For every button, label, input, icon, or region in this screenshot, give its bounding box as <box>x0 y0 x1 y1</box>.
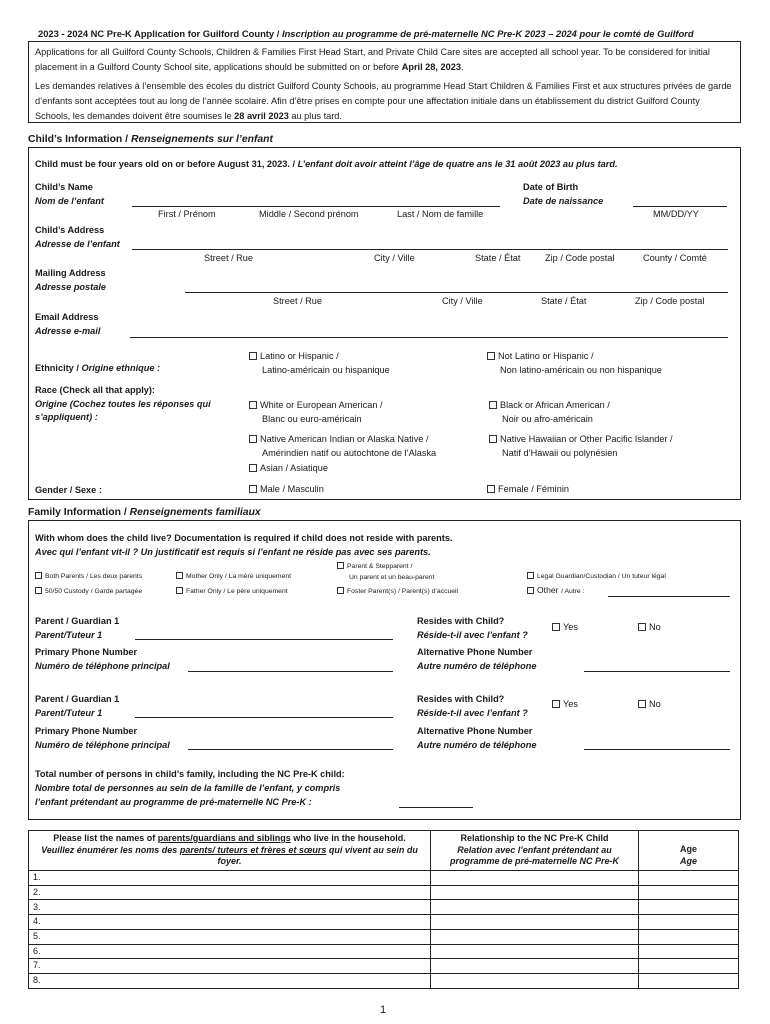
race-asian-option[interactable]: Asian / Asiatique <box>249 463 328 475</box>
table-row <box>29 915 739 930</box>
resides-no-option-2[interactable]: No <box>638 699 661 711</box>
primary-phone-field[interactable] <box>188 671 393 672</box>
intro-text-en: Applications for all Guilford County Schools, Children & Families First Head Start, and Private Child Care sites are accepted all school year. To be considered for initial placement in a Guilford County School site, applications should be submitted on or before April 28, 2023. <box>35 47 710 72</box>
checkbox-icon[interactable] <box>249 401 257 409</box>
checkbox-icon[interactable] <box>552 623 560 631</box>
dob-field[interactable] <box>633 206 727 207</box>
household-members-table <box>28 830 739 989</box>
checkbox-icon[interactable] <box>249 435 257 443</box>
checkbox-icon[interactable] <box>489 435 497 443</box>
relationship-cell[interactable] <box>431 900 639 915</box>
member-name-cell[interactable]: 6. <box>29 944 431 959</box>
gender-female-option[interactable]: Female / Féminin <box>487 484 569 496</box>
relationship-cell[interactable] <box>431 973 639 988</box>
table-row <box>29 944 739 959</box>
table-row <box>29 900 739 915</box>
member-name-cell[interactable]: 8. <box>29 973 431 988</box>
alt-phone-field-2[interactable] <box>584 749 730 750</box>
alt-phone-field[interactable] <box>584 671 730 672</box>
checkbox-icon[interactable] <box>487 352 495 360</box>
table-row <box>29 885 739 900</box>
age-cell[interactable] <box>639 915 739 930</box>
checkbox-icon[interactable] <box>552 700 560 708</box>
zip-caption: Zip / Code postal <box>545 253 615 263</box>
mailing-address-label: Mailing Address Adresse postale <box>35 268 106 292</box>
street-caption: Street / Rue <box>204 253 254 263</box>
guardian-1-name-field[interactable] <box>135 639 393 640</box>
email-field[interactable] <box>130 337 728 338</box>
page-number: 1 <box>380 1004 387 1016</box>
age-cell[interactable] <box>639 959 739 974</box>
age-header: Age Age <box>639 831 739 871</box>
option-mother-only[interactable]: Mother Only / La mère uniquement <box>176 572 291 581</box>
ethnicity-latino-option[interactable]: Latino or Hispanic / Latino-américain ou hispanique <box>249 349 390 377</box>
checkbox-icon[interactable] <box>35 572 42 579</box>
checkbox-icon[interactable] <box>527 587 534 594</box>
alt-phone-label: Alternative Phone Number Autre numéro de téléphone <box>417 647 537 671</box>
primary-phone-field-2[interactable] <box>188 749 393 750</box>
city-caption: City / Ville <box>374 253 415 263</box>
table-row <box>29 929 739 944</box>
resides-with-child-label-2: Resides with Child? Réside-t-il avec l’enfant ? <box>417 694 528 718</box>
checkbox-icon[interactable] <box>489 401 497 409</box>
section-child-info: Child’s Information / Renseignements sur l’enfant <box>28 134 273 145</box>
resides-with-child-label: Resides with Child? Réside-t-il avec l’enfant ? <box>417 616 528 640</box>
total-persons-label: Total number of persons in child’s family, including the NC Pre-K child: Nombre total de personnes au sein de la famille de l’enfant, y compris l’enfant prétendant au programme de pré-maternelle NC Pre-K : <box>35 769 345 807</box>
household-names-header: Please list the names of parents/guardians and siblings who live in the household. Veuillez énumérer les noms des parents/ tuteurs et frères et sœurs qui vivent au sein du foyer. <box>29 831 431 871</box>
first-name-caption: First / Prénom <box>158 209 216 219</box>
table-row <box>29 959 739 974</box>
child-name-field[interactable] <box>132 206 500 207</box>
age-cell[interactable] <box>639 900 739 915</box>
option-both-parents[interactable]: Both Parents / Les deux parents <box>35 572 142 581</box>
guardian-2-name-field[interactable] <box>135 717 393 718</box>
other-specify-field[interactable] <box>608 596 730 597</box>
checkbox-icon[interactable] <box>487 485 495 493</box>
guardian-2-label: Parent / Guardian 1 Parent/Tuteur 1 <box>35 694 120 718</box>
age-cell[interactable] <box>639 929 739 944</box>
option-parent-stepparent[interactable]: Parent & Stepparent / Un parent et un beau-parent <box>337 561 434 583</box>
race-hawaiian-option[interactable]: Native Hawaiian or Other Pacific Islander / Natif d’Hawaii ou polynésien <box>489 432 673 460</box>
option-father-only[interactable]: Father Only / Le père uniquement <box>176 587 288 596</box>
alt-phone-label-2: Alternative Phone Number Autre numéro de téléphone <box>417 726 537 750</box>
option-custody[interactable]: 50/50 Custody / Garde partagée <box>35 587 142 596</box>
child-address-field[interactable] <box>132 249 728 250</box>
mailing-state-caption: State / État <box>541 296 587 306</box>
member-name-cell[interactable]: 3. <box>29 900 431 915</box>
ethnicity-not-latino-option[interactable]: Not Latino or Hispanic / Non latino-américain ou non hispanique <box>487 349 662 377</box>
option-foster[interactable]: Foster Parent(s) / Parent(s) d’accueil <box>337 587 458 596</box>
child-address-label: Child’s Address Adresse de l’enfant <box>35 225 120 249</box>
section-family-info: Family Information / Renseignements familiaux <box>28 507 261 518</box>
member-name-cell[interactable]: 2. <box>29 885 431 900</box>
primary-phone-label-2: Primary Phone Number Numéro de téléphone principal <box>35 726 170 750</box>
table-row <box>29 973 739 988</box>
age-cell[interactable] <box>639 944 739 959</box>
state-caption: State / État <box>475 253 521 263</box>
middle-name-caption: Middle / Second prénom <box>259 209 359 219</box>
age-cell[interactable] <box>639 871 739 886</box>
ethnicity-label: Ethnicity / Origine ethnique : <box>35 363 161 373</box>
resides-yes-option[interactable]: Yes <box>552 622 578 634</box>
age-cell[interactable] <box>639 885 739 900</box>
checkbox-icon[interactable] <box>249 352 257 360</box>
gender-label: Gender / Sexe : <box>35 485 102 495</box>
mailing-city-caption: City / Ville <box>442 296 483 306</box>
checkbox-icon[interactable] <box>176 587 183 594</box>
age-cell[interactable] <box>639 973 739 988</box>
resides-no-option[interactable]: No <box>638 622 661 634</box>
checkbox-icon[interactable] <box>638 623 646 631</box>
dob-format-caption: MM/DD/YY <box>653 209 699 219</box>
dob-label: Date of Birth Date de naissance <box>523 182 604 206</box>
mailing-street-caption: Street / Rue <box>273 296 323 306</box>
member-name-cell[interactable]: 4. <box>29 915 431 930</box>
gender-male-option[interactable]: Male / Masculin <box>249 484 324 496</box>
age-requirement-note: Child must be four years old on or before August 31, 2023. / L’enfant doit avoir atteint l’âge de quatre ans le 31 août 2023 au plus tard. <box>35 159 618 169</box>
checkbox-icon[interactable] <box>337 562 344 569</box>
relationship-cell[interactable] <box>431 885 639 900</box>
race-native-option[interactable]: Native American Indian or Alaska Native / Amérindien natif ou autochtone de l’Alaska <box>249 432 436 460</box>
member-name-cell[interactable]: 7. <box>29 959 431 974</box>
resides-yes-option-2[interactable]: Yes <box>552 699 578 711</box>
race-label: Race (Check all that apply): Origine (Cochez toutes les réponses qui s’appliquent) : <box>35 385 211 422</box>
relationship-cell[interactable] <box>431 929 639 944</box>
checkbox-icon[interactable] <box>337 587 344 594</box>
race-white-option[interactable]: White or European American / Blanc ou euro-américain <box>249 398 383 426</box>
mailing-address-field[interactable] <box>185 292 728 293</box>
mailing-zip-caption: Zip / Code postal <box>635 296 705 306</box>
child-name-label: Child’s Name Nom de l’enfant <box>35 182 104 206</box>
race-black-option[interactable]: Black or African American / Noir ou afro-américain <box>489 398 610 426</box>
intro-text-fr: Les demandes relatives à l’ensemble des écoles du district Guilford County Schools, au programme Head Start Children & Families First et aux structures privées de garde d’enfants sont acceptées tout au long de l’année scolaire. Afin d’être prises en compte pour une affectation initiale dans un établissement du district Guilford County Schools, les demandes doivent être soumises le 28 avril 2023 au plus tard. <box>35 81 732 121</box>
member-name-cell[interactable]: 5. <box>29 929 431 944</box>
checkbox-icon[interactable] <box>527 572 534 579</box>
checkbox-icon[interactable] <box>35 587 42 594</box>
county-caption: County / Comté <box>643 253 707 263</box>
member-name-cell[interactable]: 1. <box>29 871 431 886</box>
relationship-cell[interactable] <box>431 915 639 930</box>
last-name-caption: Last / Nom de famille <box>397 209 484 219</box>
checkbox-icon[interactable] <box>249 485 257 493</box>
lives-with-question: With whom does the child live? Documentation is required if child does not reside with parents. Avec qui l’enfant vit-il ? Un justificatif est requis si l’enfant ne réside pas avec ses parents. <box>35 533 453 557</box>
relationship-cell[interactable] <box>431 871 639 886</box>
total-persons-field[interactable] <box>399 807 473 808</box>
page-title: 2023 - 2024 NC Pre-K Application for Guilford County / Inscription au programme de pré-maternelle NC Pre-K 2023 – 2024 pour le comté de Guilford <box>38 28 694 39</box>
option-other[interactable]: Other / Autre : <box>527 585 585 597</box>
table-row <box>29 871 739 886</box>
checkbox-icon[interactable] <box>176 572 183 579</box>
relationship-cell[interactable] <box>431 944 639 959</box>
option-legal-guardian[interactable]: Legal Guardian/Custodian / Un tuteur légal <box>527 572 666 581</box>
relationship-cell[interactable] <box>431 959 639 974</box>
guardian-1-label: Parent / Guardian 1 Parent/Tuteur 1 <box>35 616 120 640</box>
relationship-header: Relationship to the NC Pre-K Child Relation avec l’enfant prétendant au programme de pré-maternelle NC Pre-K <box>431 831 639 871</box>
email-label: Email Address Adresse e-mail <box>35 312 101 336</box>
checkbox-icon[interactable] <box>249 464 257 472</box>
primary-phone-label: Primary Phone Number Numéro de téléphone principal <box>35 647 170 671</box>
checkbox-icon[interactable] <box>638 700 646 708</box>
